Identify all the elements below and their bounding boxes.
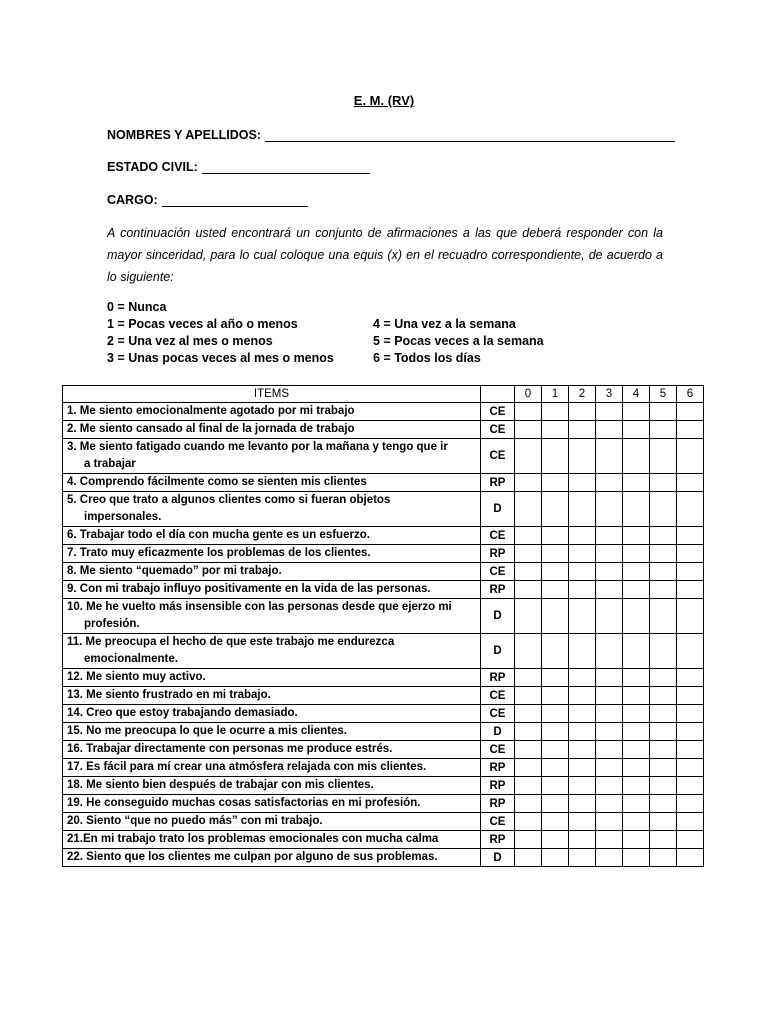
score-header: 3 <box>596 386 623 403</box>
item-text <box>63 474 481 492</box>
scale-1: 1 = Pocas veces al año o menos <box>107 316 298 331</box>
score-cell[interactable] <box>569 777 596 795</box>
instructions-text: A continuación usted encontrará un conjunto de afirmaciones a las que deberá responder con la mayor sinceridad, para lo cual coloque una equis (x) en el recuadro correspondiente, de acuerdo a lo siguiente: <box>107 226 663 284</box>
score-cell[interactable] <box>677 439 704 474</box>
item-text-line: 10. Me he vuelto más insensible con las personas desde que ejerzo mi <box>67 601 452 613</box>
score-cell[interactable] <box>677 403 704 421</box>
item-text-line: 20. Siento “que no puedo más” con mi trabajo. <box>67 815 323 827</box>
table-row <box>63 777 704 795</box>
score-cell[interactable] <box>650 705 677 723</box>
item-text <box>63 723 481 741</box>
scale-4: 4 = Una vez a la semana <box>373 316 516 331</box>
item-category: CE <box>481 439 515 474</box>
item-category: CE <box>481 527 515 545</box>
item-text-line: 7. Trato muy eficazmente los problemas de los clientes. <box>67 547 371 559</box>
score-cell[interactable] <box>623 687 650 705</box>
item-category: CE <box>481 403 515 421</box>
score-cell[interactable] <box>569 759 596 777</box>
item-category: CE <box>481 687 515 705</box>
score-cell[interactable] <box>650 492 677 527</box>
item-category: RP <box>481 759 515 777</box>
score-cell[interactable] <box>542 563 569 581</box>
item-text <box>63 813 481 831</box>
table-row <box>63 813 704 831</box>
score-cell[interactable] <box>515 563 542 581</box>
item-category: CE <box>481 421 515 439</box>
scale-6: 6 = Todos los días <box>373 350 481 365</box>
item-text-line: 19. He conseguido muchas cosas satisfactorias en mi profesión. <box>67 797 421 809</box>
score-cell[interactable] <box>542 492 569 527</box>
item-text <box>63 849 481 867</box>
item-text <box>63 563 481 581</box>
score-cell[interactable] <box>623 634 650 669</box>
score-cell[interactable] <box>677 421 704 439</box>
item-text <box>63 777 481 795</box>
score-cell[interactable] <box>569 795 596 813</box>
score-cell[interactable] <box>542 849 569 867</box>
score-cell[interactable] <box>650 563 677 581</box>
table-row <box>63 439 704 474</box>
score-cell[interactable] <box>623 759 650 777</box>
score-header: 2 <box>569 386 596 403</box>
score-cell[interactable] <box>542 759 569 777</box>
score-cell[interactable] <box>650 669 677 687</box>
score-cell[interactable] <box>569 527 596 545</box>
table-row <box>63 492 704 527</box>
score-cell[interactable] <box>677 777 704 795</box>
names-input-line[interactable] <box>265 128 675 142</box>
item-text-line: 3. Me siento fatigado cuando me levanto por la mañana y tengo que ir <box>67 441 448 453</box>
score-cell[interactable] <box>542 831 569 849</box>
item-text-line: 22. Siento que los clientes me culpan por alguno de sus problemas. <box>67 851 438 863</box>
score-header: 1 <box>542 386 569 403</box>
table-row <box>63 759 704 777</box>
score-cell[interactable] <box>515 439 542 474</box>
item-category: CE <box>481 741 515 759</box>
score-cell[interactable] <box>569 669 596 687</box>
item-text-continuation: profesión. <box>84 618 140 630</box>
item-category: CE <box>481 813 515 831</box>
score-cell[interactable] <box>650 634 677 669</box>
score-cell[interactable] <box>623 705 650 723</box>
score-header: 4 <box>623 386 650 403</box>
civil-status-field <box>107 160 370 174</box>
score-cell[interactable] <box>515 849 542 867</box>
table-row <box>63 599 704 634</box>
table-row <box>63 634 704 669</box>
score-cell[interactable] <box>650 777 677 795</box>
item-text <box>63 634 481 669</box>
score-cell[interactable] <box>596 687 623 705</box>
score-cell[interactable] <box>650 795 677 813</box>
item-text-line: 21.En mi trabajo trato los problemas emocionales con mucha calma <box>67 833 439 845</box>
scale-0: 0 = Nunca <box>107 299 167 314</box>
scale-5: 5 = Pocas veces a la semana <box>373 333 544 348</box>
score-cell[interactable] <box>650 759 677 777</box>
score-cell[interactable] <box>677 634 704 669</box>
score-cell[interactable] <box>623 777 650 795</box>
item-category: CE <box>481 705 515 723</box>
score-cell[interactable] <box>677 741 704 759</box>
score-cell[interactable] <box>515 723 542 741</box>
score-cell[interactable] <box>596 849 623 867</box>
score-cell[interactable] <box>677 581 704 599</box>
score-cell[interactable] <box>623 421 650 439</box>
item-category: RP <box>481 545 515 563</box>
names-label: NOMBRES Y APELLIDOS: <box>107 128 261 142</box>
score-cell[interactable] <box>623 474 650 492</box>
score-cell[interactable] <box>569 563 596 581</box>
score-cell[interactable] <box>596 581 623 599</box>
score-cell[interactable] <box>542 723 569 741</box>
item-text-line: 5. Creo que trato a algunos clientes como si fueran objetos <box>67 494 391 506</box>
item-text <box>63 741 481 759</box>
score-cell[interactable] <box>515 705 542 723</box>
item-text-line: 12. Me siento muy activo. <box>67 671 206 683</box>
score-cell[interactable] <box>650 527 677 545</box>
score-cell[interactable] <box>542 599 569 634</box>
score-cell[interactable] <box>677 563 704 581</box>
item-text <box>63 795 481 813</box>
table-row <box>63 581 704 599</box>
item-text-line: 17. Es fácil para mí crear una atmósfera relajada con mis clientes. <box>67 761 427 773</box>
rating-scale <box>107 298 667 366</box>
score-cell[interactable] <box>596 813 623 831</box>
score-cell[interactable] <box>569 545 596 563</box>
score-cell[interactable] <box>596 777 623 795</box>
score-cell[interactable] <box>542 439 569 474</box>
item-text-line: 16. Trabajar directamente con personas me produce estrés. <box>67 743 393 755</box>
table-row <box>63 831 704 849</box>
score-cell[interactable] <box>569 474 596 492</box>
score-cell[interactable] <box>650 687 677 705</box>
score-cell[interactable] <box>623 813 650 831</box>
score-cell[interactable] <box>596 474 623 492</box>
score-cell[interactable] <box>542 634 569 669</box>
score-cell[interactable] <box>542 403 569 421</box>
score-cell[interactable] <box>542 421 569 439</box>
item-text-line: 9. Con mi trabajo influyo positivamente en la vida de las personas. <box>67 583 431 595</box>
score-cell[interactable] <box>650 403 677 421</box>
table-row <box>63 795 704 813</box>
score-cell[interactable] <box>515 687 542 705</box>
item-category: RP <box>481 831 515 849</box>
score-cell[interactable] <box>677 545 704 563</box>
item-text <box>63 831 481 849</box>
score-cell[interactable] <box>596 421 623 439</box>
table-row <box>63 421 704 439</box>
score-cell[interactable] <box>650 421 677 439</box>
score-cell[interactable] <box>515 669 542 687</box>
score-cell[interactable] <box>623 403 650 421</box>
item-text <box>63 421 481 439</box>
cargo-field <box>107 193 308 207</box>
item-text-continuation: a trabajar <box>84 458 136 470</box>
score-cell[interactable] <box>569 723 596 741</box>
score-cell[interactable] <box>515 741 542 759</box>
score-cell[interactable] <box>623 723 650 741</box>
items-header: ITEMS <box>63 386 481 403</box>
score-cell[interactable] <box>596 669 623 687</box>
score-cell[interactable] <box>677 705 704 723</box>
score-cell[interactable] <box>596 439 623 474</box>
item-text <box>63 439 481 474</box>
score-cell[interactable] <box>677 669 704 687</box>
score-cell[interactable] <box>569 581 596 599</box>
item-text <box>63 527 481 545</box>
scale-3: 3 = Unas pocas veces al mes o menos <box>107 350 334 365</box>
item-text-line: 13. Me siento frustrado en mi trabajo. <box>67 689 271 701</box>
score-cell[interactable] <box>650 831 677 849</box>
score-cell[interactable] <box>542 581 569 599</box>
score-cell[interactable] <box>650 849 677 867</box>
score-cell[interactable] <box>515 527 542 545</box>
item-text <box>63 705 481 723</box>
score-header: 0 <box>515 386 542 403</box>
score-cell[interactable] <box>569 813 596 831</box>
score-cell[interactable] <box>650 439 677 474</box>
score-cell[interactable] <box>596 831 623 849</box>
item-text <box>63 759 481 777</box>
document-title: E. M. (RV) <box>353 93 415 108</box>
cargo-label: CARGO: <box>107 193 158 207</box>
score-cell[interactable] <box>623 492 650 527</box>
score-cell[interactable] <box>515 403 542 421</box>
score-cell[interactable] <box>623 795 650 813</box>
item-text <box>63 492 481 527</box>
score-cell[interactable] <box>542 545 569 563</box>
score-cell[interactable] <box>677 492 704 527</box>
score-cell[interactable] <box>623 545 650 563</box>
item-category: D <box>481 849 515 867</box>
item-text-line: 8. Me siento “quemado” por mi trabajo. <box>67 565 282 577</box>
item-text-line: 11. Me preocupa el hecho de que este trabajo me endurezca <box>67 636 395 648</box>
item-text <box>63 403 481 421</box>
score-cell[interactable] <box>650 581 677 599</box>
score-cell[interactable] <box>542 777 569 795</box>
score-cell[interactable] <box>596 527 623 545</box>
score-cell[interactable] <box>515 759 542 777</box>
civil-status-input-line[interactable] <box>202 160 370 174</box>
item-category: D <box>481 723 515 741</box>
item-category: RP <box>481 474 515 492</box>
score-cell[interactable] <box>569 599 596 634</box>
score-cell[interactable] <box>542 741 569 759</box>
score-cell[interactable] <box>515 474 542 492</box>
item-category: RP <box>481 795 515 813</box>
score-cell[interactable] <box>650 545 677 563</box>
table-row <box>63 545 704 563</box>
score-cell[interactable] <box>542 527 569 545</box>
score-cell[interactable] <box>515 795 542 813</box>
score-cell[interactable] <box>677 599 704 634</box>
item-text-continuation: emocionalmente. <box>84 653 178 665</box>
table-row <box>63 563 704 581</box>
score-cell[interactable] <box>542 474 569 492</box>
score-cell[interactable] <box>677 723 704 741</box>
table-row <box>63 687 704 705</box>
score-cell[interactable] <box>623 439 650 474</box>
item-text <box>63 581 481 599</box>
score-cell[interactable] <box>650 474 677 492</box>
score-cell[interactable] <box>515 545 542 563</box>
scale-2: 2 = Una vez al mes o menos <box>107 333 273 348</box>
score-cell[interactable] <box>650 813 677 831</box>
score-cell[interactable] <box>650 599 677 634</box>
table-header-row <box>63 386 704 403</box>
score-cell[interactable] <box>569 705 596 723</box>
score-header: 5 <box>650 386 677 403</box>
score-cell[interactable] <box>596 492 623 527</box>
score-cell[interactable] <box>677 527 704 545</box>
score-cell[interactable] <box>596 545 623 563</box>
item-text-line: 18. Me siento bien después de trabajar con mis clientes. <box>67 779 374 791</box>
score-cell[interactable] <box>515 634 542 669</box>
item-text <box>63 599 481 634</box>
score-cell[interactable] <box>650 741 677 759</box>
score-cell[interactable] <box>596 723 623 741</box>
score-cell[interactable] <box>596 741 623 759</box>
civil-status-label: ESTADO CIVIL: <box>107 160 198 174</box>
score-cell[interactable] <box>677 474 704 492</box>
item-category: D <box>481 599 515 634</box>
table-row <box>63 849 704 867</box>
score-cell[interactable] <box>542 705 569 723</box>
score-cell[interactable] <box>569 403 596 421</box>
item-text <box>63 669 481 687</box>
score-cell[interactable] <box>650 723 677 741</box>
score-cell[interactable] <box>623 849 650 867</box>
items-table <box>62 385 704 867</box>
score-cell[interactable] <box>623 669 650 687</box>
item-category: CE <box>481 563 515 581</box>
table-row <box>63 527 704 545</box>
item-category: RP <box>481 777 515 795</box>
item-category: RP <box>481 581 515 599</box>
score-cell[interactable] <box>515 492 542 527</box>
score-cell[interactable] <box>677 795 704 813</box>
score-cell[interactable] <box>623 563 650 581</box>
item-text-line: 14. Creo que estoy trabajando demasiado. <box>67 707 298 719</box>
score-cell[interactable] <box>569 687 596 705</box>
score-header: 6 <box>677 386 704 403</box>
category-header <box>481 386 515 403</box>
table-row <box>63 474 704 492</box>
item-text-line: 1. Me siento emocionalmente agotado por mi trabajo <box>67 405 355 417</box>
score-cell[interactable] <box>542 687 569 705</box>
score-cell[interactable] <box>542 813 569 831</box>
score-cell[interactable] <box>515 831 542 849</box>
score-cell[interactable] <box>596 563 623 581</box>
score-cell[interactable] <box>542 669 569 687</box>
score-cell[interactable] <box>677 831 704 849</box>
score-cell[interactable] <box>596 634 623 669</box>
score-cell[interactable] <box>677 687 704 705</box>
score-cell[interactable] <box>515 777 542 795</box>
score-cell[interactable] <box>677 849 704 867</box>
score-cell[interactable] <box>623 599 650 634</box>
score-cell[interactable] <box>569 421 596 439</box>
score-cell[interactable] <box>569 439 596 474</box>
item-text-line: 15. No me preocupa lo que le ocurre a mis clientes. <box>67 725 347 737</box>
score-cell[interactable] <box>596 795 623 813</box>
score-cell[interactable] <box>596 705 623 723</box>
score-cell[interactable] <box>569 492 596 527</box>
item-category: D <box>481 634 515 669</box>
cargo-input-line[interactable] <box>162 193 308 207</box>
item-text-line: 2. Me siento cansado al final de la jornada de trabajo <box>67 423 355 435</box>
score-cell[interactable] <box>515 581 542 599</box>
item-text <box>63 687 481 705</box>
score-cell[interactable] <box>596 403 623 421</box>
score-cell[interactable] <box>569 634 596 669</box>
score-cell[interactable] <box>623 831 650 849</box>
table-row <box>63 705 704 723</box>
score-cell[interactable] <box>515 421 542 439</box>
names-field <box>107 128 675 142</box>
score-cell[interactable] <box>515 813 542 831</box>
score-cell[interactable] <box>677 759 704 777</box>
table-row <box>63 723 704 741</box>
item-text-continuation: impersonales. <box>84 511 162 523</box>
item-text-line: 4. Comprendo fácilmente como se sienten mis clientes <box>67 476 367 488</box>
item-text-line: 6. Trabajar todo el día con mucha gente es un esfuerzo. <box>67 529 370 541</box>
table-row <box>63 741 704 759</box>
score-cell[interactable] <box>569 741 596 759</box>
score-cell[interactable] <box>569 831 596 849</box>
score-cell[interactable] <box>623 581 650 599</box>
score-cell[interactable] <box>596 759 623 777</box>
score-cell[interactable] <box>623 741 650 759</box>
score-cell[interactable] <box>596 599 623 634</box>
score-cell[interactable] <box>515 599 542 634</box>
score-cell[interactable] <box>623 527 650 545</box>
item-category: D <box>481 492 515 527</box>
score-cell[interactable] <box>542 795 569 813</box>
table-row <box>63 403 704 421</box>
table-row <box>63 669 704 687</box>
item-category: RP <box>481 669 515 687</box>
score-cell[interactable] <box>677 813 704 831</box>
score-cell[interactable] <box>569 849 596 867</box>
item-text <box>63 545 481 563</box>
